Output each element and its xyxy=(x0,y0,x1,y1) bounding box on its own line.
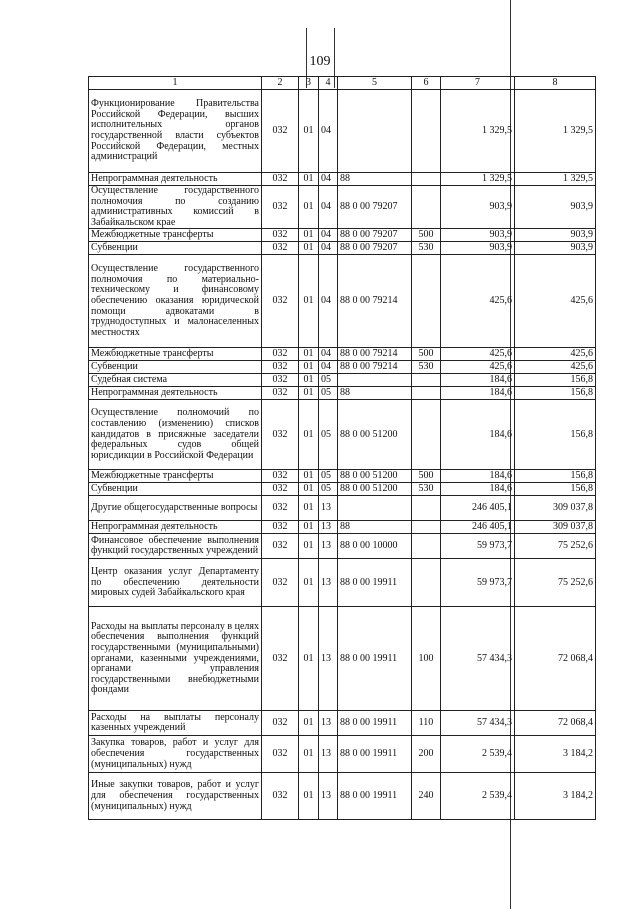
row-vr-code xyxy=(412,255,441,348)
row-sum-1: 903,9 xyxy=(441,242,515,255)
row-name: Субвенции xyxy=(89,483,262,496)
row-csr-code: 88 0 00 19911 xyxy=(338,607,412,711)
row-name: Функционирование Правительства Российской Федерации, высших исполнительных органов государственной власти субъектов Российской Федерации, местных администраций xyxy=(89,90,262,173)
row-sum-1: 184,6 xyxy=(441,387,515,400)
row-vr-code: 100 xyxy=(412,607,441,711)
row-pr-code: 04 xyxy=(319,242,338,255)
row-csr-code: 88 xyxy=(338,521,412,534)
header-cell: 7 xyxy=(441,77,515,90)
row-sum-2: 156,8 xyxy=(515,483,596,496)
row-rz-code: 01 xyxy=(299,559,319,607)
table-row xyxy=(89,242,596,255)
row-pr-code: 05 xyxy=(319,387,338,400)
row-gr-code: 032 xyxy=(262,496,299,521)
row-csr-code: 88 0 00 79207 xyxy=(338,229,412,242)
table-row xyxy=(89,186,596,229)
row-pr-code: 04 xyxy=(319,348,338,361)
row-vr-code xyxy=(412,496,441,521)
row-vr-code xyxy=(412,173,441,186)
row-sum-1: 1 329,5 xyxy=(441,90,515,173)
row-gr-code: 032 xyxy=(262,90,299,173)
row-rz-code: 01 xyxy=(299,374,319,387)
row-gr-code: 032 xyxy=(262,483,299,496)
table-row xyxy=(89,496,596,521)
row-rz-code: 01 xyxy=(299,90,319,173)
row-name: Осуществление государственного полномочия по материально-техническому и финансовому обеспечению оказания юридической помощи адвокатами в труднодоступных и малонаселенных местностях xyxy=(89,255,262,348)
header-cell: 1 xyxy=(89,77,262,90)
row-pr-code: 04 xyxy=(319,90,338,173)
row-sum-1: 903,9 xyxy=(441,229,515,242)
row-rz-code: 01 xyxy=(299,521,319,534)
row-csr-code: 88 0 00 19911 xyxy=(338,711,412,736)
table-body xyxy=(89,90,596,820)
row-gr-code: 032 xyxy=(262,361,299,374)
row-vr-code: 530 xyxy=(412,361,441,374)
row-pr-code: 13 xyxy=(319,496,338,521)
row-gr-code: 032 xyxy=(262,521,299,534)
row-pr-code: 05 xyxy=(319,400,338,470)
row-csr-code xyxy=(338,496,412,521)
row-rz-code: 01 xyxy=(299,496,319,521)
header-cell: 5 xyxy=(338,77,412,90)
row-sum-2: 156,8 xyxy=(515,374,596,387)
row-name: Межбюджетные трансферты xyxy=(89,470,262,483)
row-vr-code: 500 xyxy=(412,348,441,361)
row-csr-code: 88 0 00 10000 xyxy=(338,534,412,559)
row-name: Осуществление полномочий по составлению (изменению) списков кандидатов в присяжные заседатели федеральных судов общей юрисдикции в Российской Федерации xyxy=(89,400,262,470)
table-row xyxy=(89,255,596,348)
row-pr-code: 04 xyxy=(319,173,338,186)
row-vr-code xyxy=(412,387,441,400)
row-csr-code xyxy=(338,374,412,387)
table-row xyxy=(89,559,596,607)
row-pr-code: 04 xyxy=(319,186,338,229)
table-row xyxy=(89,607,596,711)
row-name: Судебная система xyxy=(89,374,262,387)
row-sum-1: 425,6 xyxy=(441,255,515,348)
row-rz-code: 01 xyxy=(299,387,319,400)
row-gr-code: 032 xyxy=(262,607,299,711)
row-name: Финансовое обеспечение выполнения функций государственных учреждений xyxy=(89,534,262,559)
row-gr-code: 032 xyxy=(262,186,299,229)
row-vr-code xyxy=(412,400,441,470)
table-row xyxy=(89,711,596,736)
row-sum-1: 2 539,4 xyxy=(441,736,515,773)
row-rz-code: 01 xyxy=(299,470,319,483)
row-gr-code: 032 xyxy=(262,736,299,773)
row-sum-1: 246 405,1 xyxy=(441,496,515,521)
row-vr-code: 500 xyxy=(412,470,441,483)
row-gr-code: 032 xyxy=(262,559,299,607)
row-sum-1: 246 405,1 xyxy=(441,521,515,534)
row-gr-code: 032 xyxy=(262,400,299,470)
row-vr-code: 530 xyxy=(412,483,441,496)
table-row xyxy=(89,736,596,773)
row-name: Непрограммная деятельность xyxy=(89,387,262,400)
header-cell: 3 xyxy=(299,77,319,90)
row-vr-code xyxy=(412,521,441,534)
row-sum-1: 57 434,3 xyxy=(441,711,515,736)
row-name: Субвенции xyxy=(89,242,262,255)
row-sum-1: 184,6 xyxy=(441,374,515,387)
row-gr-code: 032 xyxy=(262,255,299,348)
row-rz-code: 01 xyxy=(299,400,319,470)
row-rz-code: 01 xyxy=(299,229,319,242)
row-vr-code xyxy=(412,374,441,387)
row-sum-1: 59 973,7 xyxy=(441,559,515,607)
row-sum-1: 903,9 xyxy=(441,186,515,229)
row-sum-2: 903,9 xyxy=(515,229,596,242)
row-name: Непрограммная деятельность xyxy=(89,173,262,186)
row-rz-code: 01 xyxy=(299,242,319,255)
row-sum-2: 903,9 xyxy=(515,186,596,229)
row-vr-code xyxy=(412,534,441,559)
row-vr-code xyxy=(412,186,441,229)
row-csr-code: 88 0 00 19911 xyxy=(338,773,412,820)
row-gr-code: 032 xyxy=(262,773,299,820)
row-name: Межбюджетные трансферты xyxy=(89,348,262,361)
table-row xyxy=(89,521,596,534)
header-cell: 4 xyxy=(319,77,338,90)
row-sum-1: 184,6 xyxy=(441,483,515,496)
row-vr-code: 530 xyxy=(412,242,441,255)
row-sum-1: 57 434,3 xyxy=(441,607,515,711)
row-pr-code: 05 xyxy=(319,374,338,387)
table-row xyxy=(89,387,596,400)
row-sum-2: 156,8 xyxy=(515,387,596,400)
row-sum-2: 425,6 xyxy=(515,348,596,361)
row-pr-code: 13 xyxy=(319,736,338,773)
row-name: Иные закупки товаров, работ и услуг для обеспечения государственных (муниципальных) нужд xyxy=(89,773,262,820)
row-sum-2: 1 329,5 xyxy=(515,90,596,173)
row-rz-code: 01 xyxy=(299,534,319,559)
row-sum-1: 1 329,5 xyxy=(441,173,515,186)
header-cell: 8 xyxy=(515,77,596,90)
row-pr-code: 04 xyxy=(319,361,338,374)
row-csr-code: 88 xyxy=(338,173,412,186)
row-sum-2: 75 252,6 xyxy=(515,559,596,607)
row-rz-code: 01 xyxy=(299,186,319,229)
row-sum-1: 184,6 xyxy=(441,470,515,483)
row-csr-code: 88 0 00 19911 xyxy=(338,559,412,607)
row-sum-2: 75 252,6 xyxy=(515,534,596,559)
row-csr-code xyxy=(338,90,412,173)
row-sum-2: 309 037,8 xyxy=(515,521,596,534)
row-pr-code: 05 xyxy=(319,470,338,483)
row-pr-code: 13 xyxy=(319,607,338,711)
header-cell: 6 xyxy=(412,77,441,90)
row-vr-code: 500 xyxy=(412,229,441,242)
table-row xyxy=(89,374,596,387)
row-pr-code: 13 xyxy=(319,521,338,534)
row-sum-1: 425,6 xyxy=(441,361,515,374)
row-pr-code: 04 xyxy=(319,229,338,242)
row-gr-code: 032 xyxy=(262,173,299,186)
row-gr-code: 032 xyxy=(262,534,299,559)
row-sum-2: 1 329,5 xyxy=(515,173,596,186)
row-sum-2: 156,8 xyxy=(515,470,596,483)
row-gr-code: 032 xyxy=(262,229,299,242)
row-sum-2: 72 068,4 xyxy=(515,607,596,711)
row-name: Расходы на выплаты персоналу казенных учреждений xyxy=(89,711,262,736)
row-pr-code: 13 xyxy=(319,711,338,736)
row-sum-1: 425,6 xyxy=(441,348,515,361)
row-gr-code: 032 xyxy=(262,711,299,736)
row-csr-code: 88 0 00 51200 xyxy=(338,483,412,496)
row-pr-code: 13 xyxy=(319,534,338,559)
page-number: 109 xyxy=(309,54,331,69)
row-sum-2: 72 068,4 xyxy=(515,711,596,736)
row-vr-code: 200 xyxy=(412,736,441,773)
row-csr-code: 88 0 00 79214 xyxy=(338,348,412,361)
row-sum-1: 2 539,4 xyxy=(441,773,515,820)
table-row xyxy=(89,361,596,374)
table-row xyxy=(89,470,596,483)
row-vr-code: 240 xyxy=(412,773,441,820)
row-pr-code: 05 xyxy=(319,483,338,496)
row-sum-1: 59 973,7 xyxy=(441,534,515,559)
row-rz-code: 01 xyxy=(299,736,319,773)
table-row xyxy=(89,90,596,173)
row-rz-code: 01 xyxy=(299,348,319,361)
row-csr-code: 88 0 00 79207 xyxy=(338,242,412,255)
row-rz-code: 01 xyxy=(299,607,319,711)
row-vr-code xyxy=(412,559,441,607)
row-csr-code: 88 0 00 79207 xyxy=(338,186,412,229)
table-row xyxy=(89,348,596,361)
row-name: Непрограммная деятельность xyxy=(89,521,262,534)
row-sum-2: 425,6 xyxy=(515,361,596,374)
header-row xyxy=(89,77,596,90)
row-vr-code: 110 xyxy=(412,711,441,736)
row-name: Расходы на выплаты персоналу в целях обеспечения выполнения функций государственными (муниципальными) органами, казенными учреждениями, органами управления государственными внебюджетными фондами xyxy=(89,607,262,711)
row-csr-code: 88 0 00 19911 xyxy=(338,736,412,773)
row-rz-code: 01 xyxy=(299,483,319,496)
row-sum-2: 425,6 xyxy=(515,255,596,348)
row-rz-code: 01 xyxy=(299,773,319,820)
row-pr-code: 13 xyxy=(319,559,338,607)
table-row xyxy=(89,173,596,186)
row-rz-code: 01 xyxy=(299,361,319,374)
row-name: Межбюджетные трансферты xyxy=(89,229,262,242)
row-vr-code xyxy=(412,90,441,173)
row-pr-code: 04 xyxy=(319,255,338,348)
row-csr-code: 88 0 00 51200 xyxy=(338,470,412,483)
row-name: Закупка товаров, работ и услуг для обеспечения государственных (муниципальных) нужд xyxy=(89,736,262,773)
row-name: Субвенции xyxy=(89,361,262,374)
row-gr-code: 032 xyxy=(262,242,299,255)
budget-table xyxy=(88,76,596,820)
row-rz-code: 01 xyxy=(299,255,319,348)
row-name: Другие общегосударственные вопросы xyxy=(89,496,262,521)
row-csr-code: 88 0 00 51200 xyxy=(338,400,412,470)
table-row xyxy=(89,534,596,559)
row-gr-code: 032 xyxy=(262,470,299,483)
table-row xyxy=(89,483,596,496)
row-sum-1: 184,6 xyxy=(441,400,515,470)
row-name: Центр оказания услуг Департаменту по обеспечению деятельности мировых судей Забайкальского края xyxy=(89,559,262,607)
row-csr-code: 88 xyxy=(338,387,412,400)
row-gr-code: 032 xyxy=(262,374,299,387)
table-row xyxy=(89,400,596,470)
row-pr-code: 13 xyxy=(319,773,338,820)
header-cell: 2 xyxy=(262,77,299,90)
row-csr-code: 88 0 00 79214 xyxy=(338,361,412,374)
row-sum-2: 3 184,2 xyxy=(515,736,596,773)
table-row xyxy=(89,229,596,242)
row-rz-code: 01 xyxy=(299,173,319,186)
row-sum-2: 903,9 xyxy=(515,242,596,255)
row-gr-code: 032 xyxy=(262,387,299,400)
row-name: Осуществление государственного полномочия по созданию административных комиссий в Забайкальском крае xyxy=(89,186,262,229)
row-gr-code: 032 xyxy=(262,348,299,361)
row-sum-2: 309 037,8 xyxy=(515,496,596,521)
row-sum-2: 156,8 xyxy=(515,400,596,470)
row-rz-code: 01 xyxy=(299,711,319,736)
row-csr-code: 88 0 00 79214 xyxy=(338,255,412,348)
row-sum-2: 3 184,2 xyxy=(515,773,596,820)
table-row xyxy=(89,773,596,820)
